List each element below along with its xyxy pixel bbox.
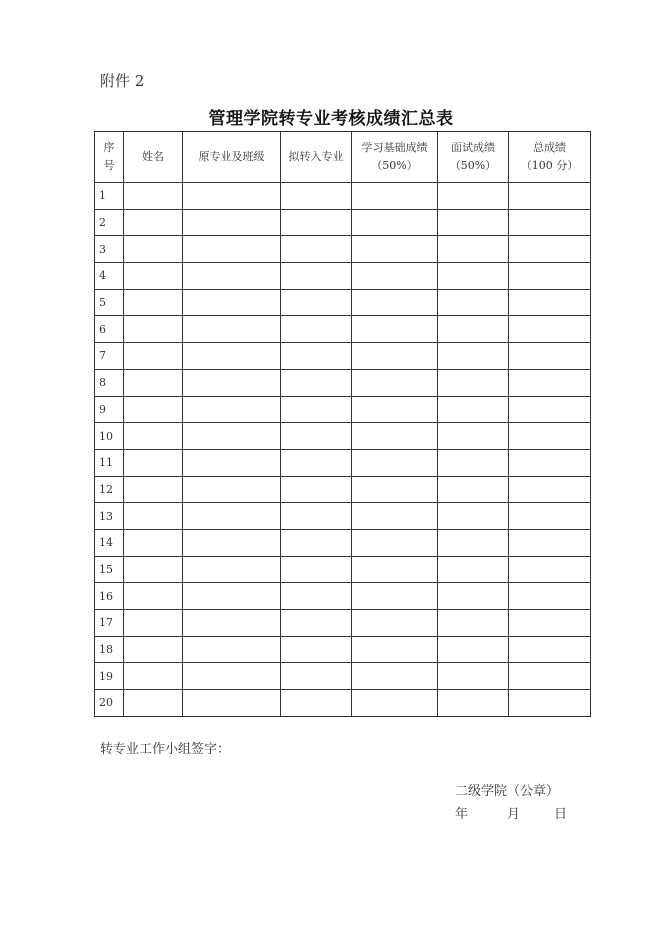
target-major-cell[interactable] [281,183,352,210]
name-cell[interactable] [124,263,183,290]
original-major-cell[interactable] [183,183,281,210]
row-number: 19 [95,663,124,690]
total-score-cell[interactable] [509,369,591,396]
original-major-cell[interactable] [183,396,281,423]
total-score-cell[interactable] [509,209,591,236]
date-month-label: 月 [507,807,521,822]
total-score-cell[interactable] [509,636,591,663]
table-row [95,263,591,290]
original-major-cell[interactable] [183,209,281,236]
study-score-cell[interactable] [352,610,438,637]
column-header-interview-line1: 面试成绩 [451,141,495,154]
interview-score-cell[interactable] [438,369,509,396]
original-major-cell[interactable] [183,476,281,503]
name-cell[interactable] [124,236,183,263]
target-major-cell[interactable] [281,529,352,556]
row-number: 14 [95,529,124,556]
target-major-cell[interactable] [281,209,352,236]
name-cell[interactable] [124,449,183,476]
interview-score-cell[interactable] [438,636,509,663]
target-major-cell[interactable] [281,583,352,610]
original-major-cell[interactable] [183,369,281,396]
total-score-cell[interactable] [509,289,591,316]
target-major-cell[interactable] [281,610,352,637]
score-summary-table [94,131,591,717]
study-score-cell[interactable] [352,183,438,210]
column-header-study-score-line2: （50%） [371,159,418,172]
target-major-cell[interactable] [281,556,352,583]
table-row [95,529,591,556]
original-major-cell[interactable] [183,316,281,343]
total-score-cell[interactable] [509,236,591,263]
target-major-cell[interactable] [281,316,352,343]
total-score-cell[interactable] [509,396,591,423]
table-row [95,183,591,210]
table-row [95,636,591,663]
interview-score-cell[interactable] [438,183,509,210]
table-row [95,690,591,717]
study-score-cell[interactable] [352,343,438,370]
original-major-cell[interactable] [183,343,281,370]
target-major-cell[interactable] [281,423,352,450]
study-score-cell[interactable] [352,690,438,717]
interview-score-cell[interactable] [438,610,509,637]
column-header-total-score [509,132,591,183]
total-score-cell[interactable] [509,183,591,210]
name-cell[interactable] [124,529,183,556]
name-cell[interactable] [124,610,183,637]
original-major-cell[interactable] [183,556,281,583]
original-major-cell[interactable] [183,690,281,717]
target-major-cell[interactable] [281,690,352,717]
total-score-cell[interactable] [509,263,591,290]
row-number: 3 [95,236,124,263]
original-major-cell[interactable] [183,663,281,690]
row-number: 15 [95,556,124,583]
study-score-cell[interactable] [352,529,438,556]
target-major-cell[interactable] [281,476,352,503]
row-number: 12 [95,476,124,503]
column-header-study-score [352,132,438,183]
study-score-cell[interactable] [352,369,438,396]
target-major-cell[interactable] [281,289,352,316]
target-major-cell[interactable] [281,449,352,476]
name-cell[interactable] [124,316,183,343]
column-header-total-line2: （100 分） [520,159,579,172]
study-score-cell[interactable] [352,209,438,236]
name-cell[interactable] [124,343,183,370]
page-title: 管理学院转专业考核成绩汇总表 [208,109,454,129]
interview-score-cell[interactable] [438,289,509,316]
table-row [95,556,591,583]
total-score-cell[interactable] [509,556,591,583]
table-row [95,610,591,637]
target-major-cell[interactable] [281,636,352,663]
interview-score-cell[interactable] [438,476,509,503]
table-row [95,396,591,423]
study-score-cell[interactable] [352,476,438,503]
row-number: 17 [95,610,124,637]
row-number: 10 [95,423,124,450]
college-stamp-label: 二级学院（公章） [455,784,560,799]
table-row [95,316,591,343]
name-cell[interactable] [124,476,183,503]
column-header-total-line1: 总成绩 [533,141,566,154]
total-score-cell[interactable] [509,503,591,530]
interview-score-cell[interactable] [438,690,509,717]
column-header-original-major: 原专业及班级 [183,132,281,183]
original-major-cell[interactable] [183,583,281,610]
original-major-cell[interactable] [183,636,281,663]
interview-score-cell[interactable] [438,396,509,423]
table-row [95,476,591,503]
study-score-cell[interactable] [352,423,438,450]
study-score-cell[interactable] [352,289,438,316]
total-score-cell[interactable] [509,476,591,503]
study-score-cell[interactable] [352,316,438,343]
table-row [95,236,591,263]
column-header-seq-line2: 号 [103,159,115,172]
interview-score-cell[interactable] [438,263,509,290]
name-cell[interactable] [124,423,183,450]
total-score-cell[interactable] [509,583,591,610]
original-major-cell[interactable] [183,289,281,316]
date-line [455,803,567,822]
signature-label: 转专业工作小组签字： [100,742,231,757]
table-row [95,369,591,396]
name-cell[interactable] [124,636,183,663]
interview-score-cell[interactable] [438,449,509,476]
original-major-cell[interactable] [183,449,281,476]
name-cell[interactable] [124,209,183,236]
table-row [95,449,591,476]
original-major-cell[interactable] [183,236,281,263]
name-cell[interactable] [124,369,183,396]
study-score-cell[interactable] [352,556,438,583]
target-major-cell[interactable] [281,369,352,396]
table-row [95,583,591,610]
column-header-study-score-line1: 学习基础成绩 [361,141,428,154]
row-number: 7 [95,343,124,370]
date-day-label: 日 [554,807,568,822]
target-major-cell[interactable] [281,663,352,690]
name-cell[interactable] [124,556,183,583]
name-cell[interactable] [124,583,183,610]
row-number: 9 [95,396,124,423]
original-major-cell[interactable] [183,529,281,556]
table-row [95,209,591,236]
study-score-cell[interactable] [352,636,438,663]
total-score-cell[interactable] [509,529,591,556]
total-score-cell[interactable] [509,449,591,476]
interview-score-cell[interactable] [438,663,509,690]
row-number: 11 [95,449,124,476]
name-cell[interactable] [124,183,183,210]
original-major-cell[interactable] [183,263,281,290]
interview-score-cell[interactable] [438,236,509,263]
interview-score-cell[interactable] [438,343,509,370]
interview-score-cell[interactable] [438,209,509,236]
total-score-cell[interactable] [509,423,591,450]
name-cell[interactable] [124,663,183,690]
total-score-cell[interactable] [509,343,591,370]
target-major-cell[interactable] [281,263,352,290]
original-major-cell[interactable] [183,423,281,450]
row-number: 8 [95,369,124,396]
date-year-label: 年 [455,807,469,822]
table-body [95,183,591,717]
name-cell[interactable] [124,690,183,717]
row-number: 16 [95,583,124,610]
total-score-cell[interactable] [509,690,591,717]
study-score-cell[interactable] [352,263,438,290]
study-score-cell[interactable] [352,449,438,476]
row-number: 20 [95,690,124,717]
column-header-seq-line1: 序 [103,141,115,154]
table-row [95,343,591,370]
row-number: 4 [95,263,124,290]
interview-score-cell[interactable] [438,503,509,530]
total-score-cell[interactable] [509,316,591,343]
study-score-cell[interactable] [352,236,438,263]
interview-score-cell[interactable] [438,583,509,610]
table-row [95,289,591,316]
table-header-row [95,132,591,183]
target-major-cell[interactable] [281,503,352,530]
column-header-target-major: 拟转入专业 [281,132,352,183]
interview-score-cell[interactable] [438,529,509,556]
name-cell[interactable] [124,503,183,530]
target-major-cell[interactable] [281,396,352,423]
interview-score-cell[interactable] [438,556,509,583]
total-score-cell[interactable] [509,610,591,637]
study-score-cell[interactable] [352,396,438,423]
study-score-cell[interactable] [352,583,438,610]
row-number: 6 [95,316,124,343]
column-header-seq [95,132,124,183]
name-cell[interactable] [124,289,183,316]
attachment-label: 附件 2 [100,72,145,90]
total-score-cell[interactable] [509,663,591,690]
row-number: 2 [95,209,124,236]
study-score-cell[interactable] [352,663,438,690]
row-number: 13 [95,503,124,530]
row-number: 18 [95,636,124,663]
table-row [95,503,591,530]
row-number: 5 [95,289,124,316]
column-header-name: 姓名 [124,132,183,183]
interview-score-cell[interactable] [438,316,509,343]
column-header-interview-line2: （50%） [449,159,497,172]
target-major-cell[interactable] [281,236,352,263]
table-row [95,663,591,690]
original-major-cell[interactable] [183,503,281,530]
table-row [95,423,591,450]
original-major-cell[interactable] [183,610,281,637]
column-header-interview-score [438,132,509,183]
interview-score-cell[interactable] [438,423,509,450]
name-cell[interactable] [124,396,183,423]
target-major-cell[interactable] [281,343,352,370]
row-number: 1 [95,183,124,210]
study-score-cell[interactable] [352,503,438,530]
